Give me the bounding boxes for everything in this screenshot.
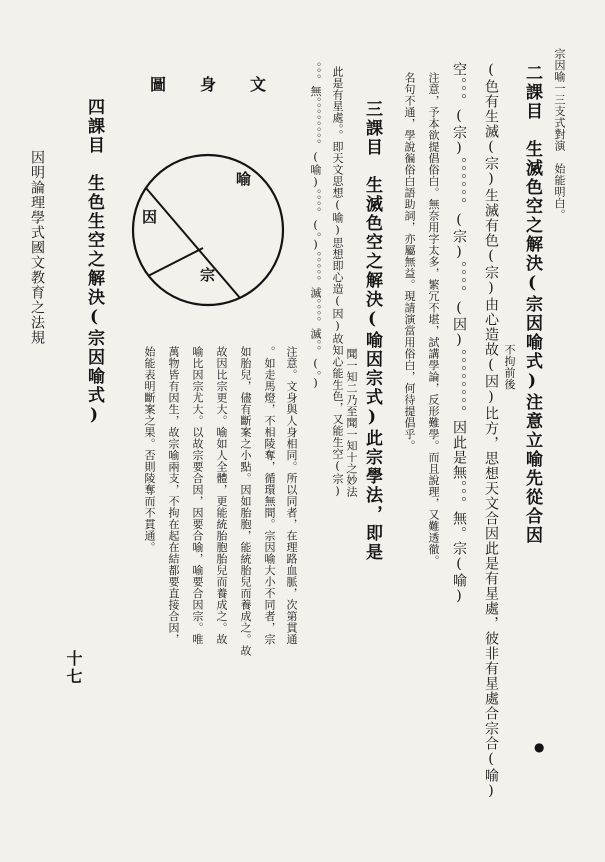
margin-mark: ● xyxy=(534,740,545,754)
diagram-svg xyxy=(118,140,298,320)
text-column-6: 注意，予本欲提倡俗白。無奈用字太多，繁冗不堪，試講學論，反形難學。而且說理，又難透徹。 xyxy=(427,72,440,567)
text-column-18: 始能表明斷案之果。否則陵奪而不貫通。 xyxy=(143,346,156,553)
wenshen-diagram xyxy=(118,140,298,320)
text-column-3: 不拘前後 xyxy=(503,344,516,390)
diagram-line-branch xyxy=(148,248,203,276)
page-number: 十七 xyxy=(64,650,83,686)
lesson-3-heading: 三課目 生滅色空之解決(喻因宗式)此宗學法，即是 xyxy=(362,100,382,562)
diagram-title xyxy=(150,72,300,95)
text-column-15: 故因比宗更大。喻如人全體，更能統胎胞胎兒而養成之。故 xyxy=(215,346,228,645)
lesson-4-heading: 四課目 生色生空之解決(宗因喻式) xyxy=(84,98,104,427)
diagram-label-yin: 因 xyxy=(142,208,158,226)
text-column-14: 如胎兒，儘有斷案之小點。因如胎胞，能統胎兒而養成之。故 xyxy=(239,346,252,657)
text-column-16: 喻比因宗尤大。以故宗要合因，因要合喻，喻要合因宗。唯 xyxy=(191,346,204,645)
diagram-line-main xyxy=(146,188,240,298)
text-column-11: 。。。無。。。。。。。。(喻)。。。。(。)。。。。。滅。。。。滅。。(。) xyxy=(309,62,322,390)
diagram-label-zong: 宗 xyxy=(200,266,216,284)
text-column-17: 萬物皆有因生，故宗喻兩支，不拘在起在結都要直接合因， xyxy=(167,346,180,645)
lesson-2-heading: 二課目 生滅色空之解決(宗因喻式)注意立喻先從合因 xyxy=(522,64,542,545)
text-column-13: 。如走馬燈，不相陵奪，循環無間。宗因喻大小不同者，宗 xyxy=(263,346,276,645)
text-column-4: (色有生滅(宗)生滅有色(宗)由心造故(因)比方，思想天文合因此是有星處，彼非有星處合宗合(喻) xyxy=(483,62,499,800)
diagram-title-text: 文身圖 xyxy=(150,75,301,94)
text-column-7: 名句不通，學說徧俗白語助詞，亦屬無益。現請演當用俗白，何待提倡乎。 xyxy=(403,72,416,452)
book-title-column: 因明論理學式國文教育之法規 xyxy=(29,150,45,345)
text-column-10: 此是有星處。。即天文思想(喻)思想即心造(因)故知心能生色，又能生空(宗) xyxy=(331,66,344,498)
diagram-label-yu: 喻 xyxy=(236,170,252,188)
text-column-1: 宗因喻一三支式對演 始能明白。 xyxy=(553,48,566,221)
text-column-5: 空。。。(宗)。。。。。。(宗)。。。。(因)。。。。。。。。因此是無。。。無。宗(喻) xyxy=(451,62,467,605)
text-column-12: 注意。文身與人身相同。所以同者，在理路血脈，次第貫通 xyxy=(285,346,298,645)
text-column-9: 聞一知二乃至聞一知十之妙法 xyxy=(345,348,358,498)
